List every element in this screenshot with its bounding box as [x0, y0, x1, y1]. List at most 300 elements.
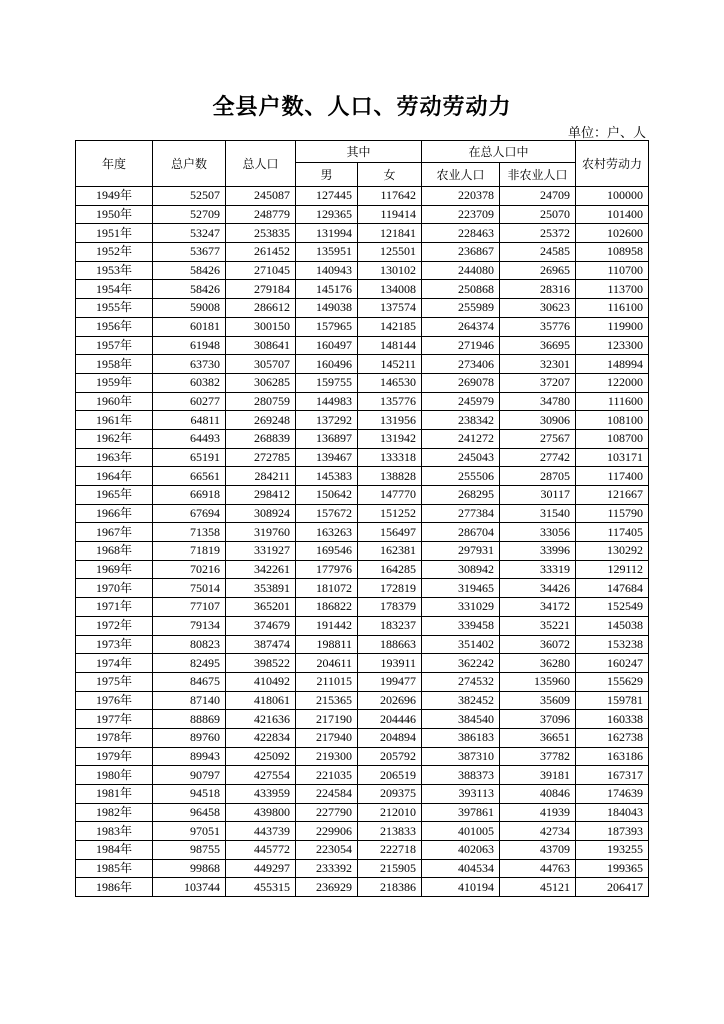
- cell-non-agricultural: 135960: [500, 672, 576, 691]
- cell-male: 229906: [296, 822, 358, 841]
- cell-year: 1978年: [76, 728, 153, 747]
- cell-population: 280759: [226, 392, 296, 411]
- cell-non-agricultural: 34780: [500, 392, 576, 411]
- table-row: [76, 523, 649, 542]
- table-row: [76, 336, 649, 355]
- cell-male: 169546: [296, 542, 358, 561]
- cell-female: 204446: [358, 710, 422, 729]
- header-male: 男: [296, 163, 358, 187]
- cell-population: 279184: [226, 280, 296, 299]
- cell-population: 445772: [226, 841, 296, 860]
- cell-female: 117642: [358, 187, 422, 206]
- cell-male: 177976: [296, 560, 358, 579]
- cell-male: 211015: [296, 672, 358, 691]
- cell-rural-labor: 206417: [576, 878, 649, 897]
- cell-year: 1959年: [76, 373, 153, 392]
- table-row: [76, 467, 649, 486]
- cell-male: 219300: [296, 747, 358, 766]
- cell-rural-labor: 159781: [576, 691, 649, 710]
- cell-year: 1985年: [76, 859, 153, 878]
- cell-year: 1949年: [76, 187, 153, 206]
- header-rural-labor: 农村劳动力: [576, 141, 649, 187]
- cell-agricultural: 388373: [422, 766, 500, 785]
- cell-year: 1973年: [76, 635, 153, 654]
- cell-rural-labor: 130292: [576, 542, 649, 561]
- table-row: [76, 355, 649, 374]
- cell-female: 133318: [358, 448, 422, 467]
- cell-non-agricultural: 35776: [500, 317, 576, 336]
- cell-rural-labor: 108700: [576, 429, 649, 448]
- table-row: [76, 411, 649, 430]
- cell-male: 215365: [296, 691, 358, 710]
- cell-population: 271045: [226, 261, 296, 280]
- cell-male: 150642: [296, 486, 358, 505]
- cell-population: 305707: [226, 355, 296, 374]
- cell-male: 160496: [296, 355, 358, 374]
- cell-population: 443739: [226, 822, 296, 841]
- cell-population: 261452: [226, 243, 296, 262]
- cell-female: 142185: [358, 317, 422, 336]
- cell-rural-labor: 163186: [576, 747, 649, 766]
- cell-population: 319760: [226, 523, 296, 542]
- cell-population: 449297: [226, 859, 296, 878]
- cell-male: 224584: [296, 785, 358, 804]
- cell-year: 1962年: [76, 429, 153, 448]
- cell-year: 1966年: [76, 504, 153, 523]
- cell-female: 145211: [358, 355, 422, 374]
- cell-agricultural: 274532: [422, 672, 500, 691]
- cell-agricultural: 269078: [422, 373, 500, 392]
- cell-agricultural: 255989: [422, 299, 500, 318]
- cell-population: 422834: [226, 728, 296, 747]
- table-row: [76, 803, 649, 822]
- cell-male: 140943: [296, 261, 358, 280]
- cell-rural-labor: 160247: [576, 654, 649, 673]
- cell-population: 306285: [226, 373, 296, 392]
- cell-households: 63730: [153, 355, 226, 374]
- cell-year: 1954年: [76, 280, 153, 299]
- cell-agricultural: 255506: [422, 467, 500, 486]
- cell-rural-labor: 129112: [576, 560, 649, 579]
- cell-rural-labor: 123300: [576, 336, 649, 355]
- cell-population: 300150: [226, 317, 296, 336]
- cell-non-agricultural: 25372: [500, 224, 576, 243]
- cell-rural-labor: 187393: [576, 822, 649, 841]
- cell-female: 204894: [358, 728, 422, 747]
- cell-households: 98755: [153, 841, 226, 860]
- table-row: [76, 728, 649, 747]
- cell-population: 374679: [226, 616, 296, 635]
- cell-rural-labor: 108100: [576, 411, 649, 430]
- cell-agricultural: 271946: [422, 336, 500, 355]
- cell-population: 308924: [226, 504, 296, 523]
- cell-non-agricultural: 27742: [500, 448, 576, 467]
- table-row: [76, 280, 649, 299]
- cell-year: 1986年: [76, 878, 153, 897]
- cell-households: 99868: [153, 859, 226, 878]
- cell-households: 65191: [153, 448, 226, 467]
- cell-year: 1975年: [76, 672, 153, 691]
- cell-year: 1956年: [76, 317, 153, 336]
- cell-non-agricultural: 32301: [500, 355, 576, 374]
- cell-male: 163263: [296, 523, 358, 542]
- table-row: [76, 542, 649, 561]
- cell-female: 135776: [358, 392, 422, 411]
- table-row: [76, 822, 649, 841]
- cell-rural-labor: 113700: [576, 280, 649, 299]
- cell-population: 421636: [226, 710, 296, 729]
- cell-female: 164285: [358, 560, 422, 579]
- cell-agricultural: 241272: [422, 429, 500, 448]
- cell-households: 71819: [153, 542, 226, 561]
- cell-female: 209375: [358, 785, 422, 804]
- cell-households: 84675: [153, 672, 226, 691]
- cell-population: 248779: [226, 205, 296, 224]
- cell-households: 96458: [153, 803, 226, 822]
- cell-female: 199477: [358, 672, 422, 691]
- cell-female: 119414: [358, 205, 422, 224]
- cell-non-agricultural: 34426: [500, 579, 576, 598]
- cell-non-agricultural: 25070: [500, 205, 576, 224]
- cell-male: 157965: [296, 317, 358, 336]
- cell-female: 130102: [358, 261, 422, 280]
- cell-agricultural: 362242: [422, 654, 500, 673]
- cell-year: 1960年: [76, 392, 153, 411]
- cell-agricultural: 250868: [422, 280, 500, 299]
- cell-population: 398522: [226, 654, 296, 673]
- table-row: [76, 859, 649, 878]
- cell-non-agricultural: 33319: [500, 560, 576, 579]
- cell-non-agricultural: 36695: [500, 336, 576, 355]
- cell-agricultural: 244080: [422, 261, 500, 280]
- cell-year: 1965年: [76, 486, 153, 505]
- cell-population: 286612: [226, 299, 296, 318]
- cell-non-agricultural: 40846: [500, 785, 576, 804]
- cell-year: 1957年: [76, 336, 153, 355]
- cell-non-agricultural: 30623: [500, 299, 576, 318]
- cell-population: 418061: [226, 691, 296, 710]
- cell-non-agricultural: 36651: [500, 728, 576, 747]
- cell-male: 144983: [296, 392, 358, 411]
- cell-non-agricultural: 33056: [500, 523, 576, 542]
- cell-households: 64811: [153, 411, 226, 430]
- cell-households: 70216: [153, 560, 226, 579]
- header-households: 总户数: [153, 141, 226, 187]
- cell-non-agricultural: 33996: [500, 542, 576, 561]
- cell-non-agricultural: 42734: [500, 822, 576, 841]
- cell-agricultural: 245043: [422, 448, 500, 467]
- cell-male: 139467: [296, 448, 358, 467]
- cell-rural-labor: 162738: [576, 728, 649, 747]
- cell-non-agricultural: 28316: [500, 280, 576, 299]
- table-row: [76, 710, 649, 729]
- table-row: [76, 598, 649, 617]
- cell-rural-labor: 160338: [576, 710, 649, 729]
- cell-female: 131956: [358, 411, 422, 430]
- cell-agricultural: 387310: [422, 747, 500, 766]
- cell-agricultural: 384540: [422, 710, 500, 729]
- table-row: [76, 429, 649, 448]
- cell-households: 60181: [153, 317, 226, 336]
- cell-population: 439800: [226, 803, 296, 822]
- cell-agricultural: 268295: [422, 486, 500, 505]
- cell-year: 1964年: [76, 467, 153, 486]
- cell-households: 52709: [153, 205, 226, 224]
- cell-rural-labor: 116100: [576, 299, 649, 318]
- table-row: [76, 560, 649, 579]
- cell-rural-labor: 122000: [576, 373, 649, 392]
- cell-male: 223054: [296, 841, 358, 860]
- cell-male: 131994: [296, 224, 358, 243]
- cell-households: 87140: [153, 691, 226, 710]
- table-row: [76, 878, 649, 897]
- cell-year: 1980年: [76, 766, 153, 785]
- cell-female: 146530: [358, 373, 422, 392]
- cell-households: 59008: [153, 299, 226, 318]
- cell-non-agricultural: 24585: [500, 243, 576, 262]
- cell-male: 160497: [296, 336, 358, 355]
- header-female: 女: [358, 163, 422, 187]
- cell-non-agricultural: 37096: [500, 710, 576, 729]
- cell-female: 178379: [358, 598, 422, 617]
- header-in-total-population: 在总人口中: [422, 141, 576, 163]
- table-row: [76, 579, 649, 598]
- cell-agricultural: 401005: [422, 822, 500, 841]
- cell-year: 1967年: [76, 523, 153, 542]
- cell-households: 61948: [153, 336, 226, 355]
- cell-male: 221035: [296, 766, 358, 785]
- cell-male: 198811: [296, 635, 358, 654]
- cell-rural-labor: 174639: [576, 785, 649, 804]
- cell-households: 66918: [153, 486, 226, 505]
- cell-year: 1961年: [76, 411, 153, 430]
- cell-non-agricultural: 34172: [500, 598, 576, 617]
- cell-households: 64493: [153, 429, 226, 448]
- cell-male: 227790: [296, 803, 358, 822]
- cell-rural-labor: 148994: [576, 355, 649, 374]
- cell-non-agricultural: 39181: [500, 766, 576, 785]
- cell-female: 222718: [358, 841, 422, 860]
- header-agricultural: 农业人口: [422, 163, 500, 187]
- header-year: 年度: [76, 141, 153, 187]
- table-row: [76, 392, 649, 411]
- cell-rural-labor: 153238: [576, 635, 649, 654]
- cell-year: 1963年: [76, 448, 153, 467]
- cell-male: 137292: [296, 411, 358, 430]
- cell-households: 58426: [153, 280, 226, 299]
- cell-year: 1969年: [76, 560, 153, 579]
- cell-female: 151252: [358, 504, 422, 523]
- cell-female: 183237: [358, 616, 422, 635]
- cell-agricultural: 245979: [422, 392, 500, 411]
- cell-agricultural: 339458: [422, 616, 500, 635]
- cell-male: 136897: [296, 429, 358, 448]
- header-of-which: 其中: [296, 141, 422, 163]
- cell-agricultural: 382452: [422, 691, 500, 710]
- cell-year: 1983年: [76, 822, 153, 841]
- table-row: [76, 841, 649, 860]
- cell-households: 94518: [153, 785, 226, 804]
- cell-households: 58426: [153, 261, 226, 280]
- cell-households: 89760: [153, 728, 226, 747]
- cell-agricultural: 386183: [422, 728, 500, 747]
- cell-households: 82495: [153, 654, 226, 673]
- cell-agricultural: 404534: [422, 859, 500, 878]
- cell-rural-labor: 199365: [576, 859, 649, 878]
- cell-population: 387474: [226, 635, 296, 654]
- cell-agricultural: 297931: [422, 542, 500, 561]
- cell-households: 80823: [153, 635, 226, 654]
- table-row: [76, 261, 649, 280]
- cell-rural-labor: 145038: [576, 616, 649, 635]
- cell-population: 268839: [226, 429, 296, 448]
- cell-female: 131942: [358, 429, 422, 448]
- table-row: [76, 243, 649, 262]
- cell-female: 202696: [358, 691, 422, 710]
- cell-rural-labor: 147684: [576, 579, 649, 598]
- cell-households: 60382: [153, 373, 226, 392]
- cell-households: 89943: [153, 747, 226, 766]
- table-body: [76, 187, 649, 897]
- cell-households: 97051: [153, 822, 226, 841]
- cell-female: 188663: [358, 635, 422, 654]
- cell-male: 233392: [296, 859, 358, 878]
- cell-non-agricultural: 36280: [500, 654, 576, 673]
- cell-agricultural: 331029: [422, 598, 500, 617]
- cell-rural-labor: 115790: [576, 504, 649, 523]
- cell-rural-labor: 119900: [576, 317, 649, 336]
- cell-year: 1977年: [76, 710, 153, 729]
- cell-population: 425092: [226, 747, 296, 766]
- cell-rural-labor: 108958: [576, 243, 649, 262]
- cell-year: 1953年: [76, 261, 153, 280]
- cell-rural-labor: 121667: [576, 486, 649, 505]
- cell-female: 137574: [358, 299, 422, 318]
- cell-female: 172819: [358, 579, 422, 598]
- table-row: [76, 224, 649, 243]
- cell-female: 193911: [358, 654, 422, 673]
- cell-households: 52507: [153, 187, 226, 206]
- cell-population: 269248: [226, 411, 296, 430]
- cell-agricultural: 277384: [422, 504, 500, 523]
- cell-rural-labor: 102600: [576, 224, 649, 243]
- cell-rural-labor: 110700: [576, 261, 649, 280]
- cell-population: 245087: [226, 187, 296, 206]
- cell-year: 1950年: [76, 205, 153, 224]
- cell-rural-labor: 152549: [576, 598, 649, 617]
- table-row: [76, 747, 649, 766]
- cell-population: 298412: [226, 486, 296, 505]
- cell-male: 191442: [296, 616, 358, 635]
- cell-year: 1952年: [76, 243, 153, 262]
- cell-households: 60277: [153, 392, 226, 411]
- cell-households: 53677: [153, 243, 226, 262]
- cell-rural-labor: 117405: [576, 523, 649, 542]
- table-row: [76, 672, 649, 691]
- cell-male: 159755: [296, 373, 358, 392]
- cell-non-agricultural: 27567: [500, 429, 576, 448]
- cell-female: 205792: [358, 747, 422, 766]
- cell-agricultural: 238342: [422, 411, 500, 430]
- cell-agricultural: 397861: [422, 803, 500, 822]
- cell-female: 134008: [358, 280, 422, 299]
- cell-rural-labor: 184043: [576, 803, 649, 822]
- cell-female: 218386: [358, 878, 422, 897]
- cell-non-agricultural: 44763: [500, 859, 576, 878]
- cell-female: 212010: [358, 803, 422, 822]
- cell-agricultural: 220378: [422, 187, 500, 206]
- cell-households: 77107: [153, 598, 226, 617]
- cell-households: 90797: [153, 766, 226, 785]
- cell-population: 331927: [226, 542, 296, 561]
- cell-population: 410492: [226, 672, 296, 691]
- cell-agricultural: 393113: [422, 785, 500, 804]
- cell-non-agricultural: 35221: [500, 616, 576, 635]
- cell-year: 1976年: [76, 691, 153, 710]
- cell-rural-labor: 117400: [576, 467, 649, 486]
- cell-agricultural: 223709: [422, 205, 500, 224]
- population-table: [75, 140, 649, 897]
- cell-population: 427554: [226, 766, 296, 785]
- cell-female: 156497: [358, 523, 422, 542]
- page-title: 全县户数、人口、劳动劳动力: [212, 95, 512, 120]
- cell-non-agricultural: 24709: [500, 187, 576, 206]
- cell-female: 147770: [358, 486, 422, 505]
- cell-non-agricultural: 30906: [500, 411, 576, 430]
- cell-year: 1979年: [76, 747, 153, 766]
- cell-male: 217190: [296, 710, 358, 729]
- cell-population: 433959: [226, 785, 296, 804]
- cell-year: 1982年: [76, 803, 153, 822]
- cell-population: 342261: [226, 560, 296, 579]
- cell-non-agricultural: 30117: [500, 486, 576, 505]
- table-row: [76, 635, 649, 654]
- cell-female: 213833: [358, 822, 422, 841]
- cell-non-agricultural: 45121: [500, 878, 576, 897]
- cell-population: 308641: [226, 336, 296, 355]
- cell-rural-labor: 193255: [576, 841, 649, 860]
- table-row: [76, 616, 649, 635]
- table-row: [76, 187, 649, 206]
- cell-non-agricultural: 41939: [500, 803, 576, 822]
- cell-non-agricultural: 28705: [500, 467, 576, 486]
- cell-population: 272785: [226, 448, 296, 467]
- table-row: [76, 691, 649, 710]
- cell-year: 1984年: [76, 841, 153, 860]
- table-row: [76, 205, 649, 224]
- cell-households: 53247: [153, 224, 226, 243]
- cell-non-agricultural: 35609: [500, 691, 576, 710]
- cell-population: 365201: [226, 598, 296, 617]
- cell-female: 148144: [358, 336, 422, 355]
- cell-non-agricultural: 37782: [500, 747, 576, 766]
- cell-male: 129365: [296, 205, 358, 224]
- cell-male: 157672: [296, 504, 358, 523]
- cell-population: 284211: [226, 467, 296, 486]
- cell-rural-labor: 111600: [576, 392, 649, 411]
- cell-population: 455315: [226, 878, 296, 897]
- cell-rural-labor: 167317: [576, 766, 649, 785]
- cell-agricultural: 319465: [422, 579, 500, 598]
- cell-male: 181072: [296, 579, 358, 598]
- table-row: [76, 504, 649, 523]
- cell-male: 127445: [296, 187, 358, 206]
- table-row: [76, 766, 649, 785]
- cell-male: 236929: [296, 878, 358, 897]
- table-row: [76, 654, 649, 673]
- cell-non-agricultural: 37207: [500, 373, 576, 392]
- cell-population: 253835: [226, 224, 296, 243]
